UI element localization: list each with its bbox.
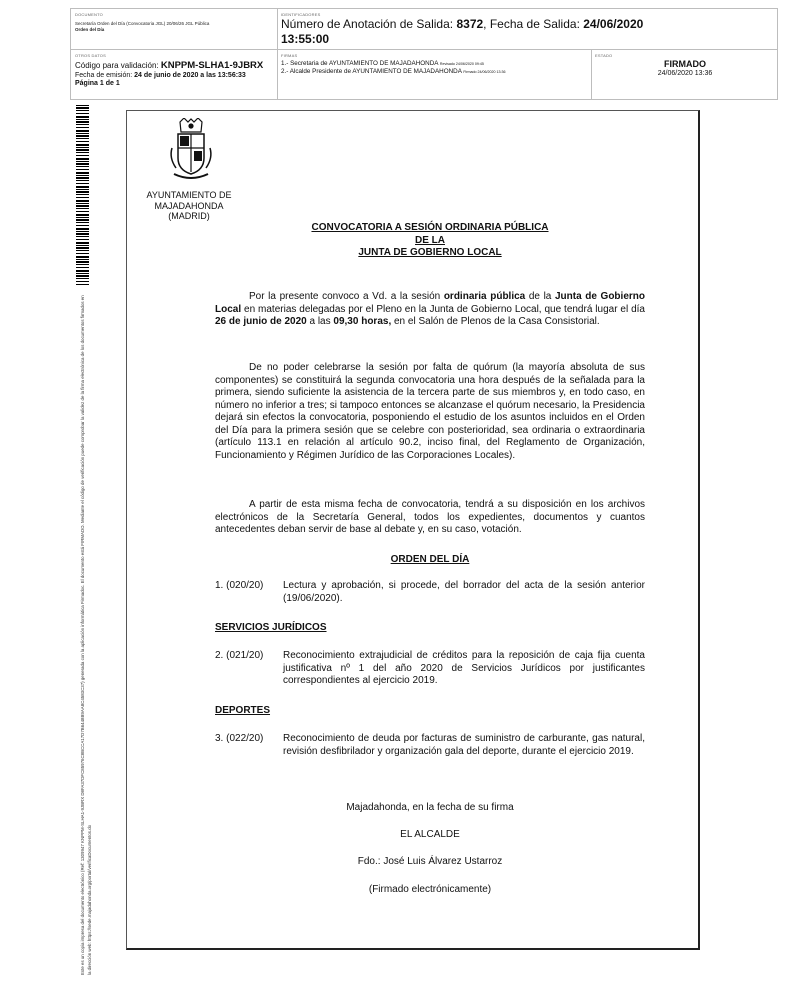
title-line-2: DE LA (415, 234, 445, 246)
ayuntamiento-line-3: (MADRID) (168, 211, 210, 221)
ayuntamiento-line-2: MAJADAHONDA (154, 200, 224, 211)
estado-value: FIRMADO (664, 59, 706, 69)
firma-2-main: 2.- Alcalde Presidente de AYUNTAMIENTO DE MAJADAHONDA (281, 68, 462, 75)
emision-value: 24 de junio de 2020 a las 13:56:33 (134, 71, 246, 79)
anotacion-number: 8372 (456, 17, 484, 31)
codigo-prefix: Código para validación: (75, 61, 159, 70)
paragraph-disposicion: A partir de esta misma fecha de convocatoria, tendrá a su disposición en los archivos electrónicos de la Secretaría General, todos los expedientes, documentos y cuantos antecedentes deban servir de base al debate y, en su caso, votación. (215, 499, 645, 535)
documento-value: Secretaría Orden del Día (Convocatoria JGL) 20/06/26 JGL Pública (75, 21, 210, 26)
firma-2 (281, 68, 587, 76)
item-2-number: 2. (021/20) (215, 650, 264, 661)
firma-2-small: Firmado 24/06/2020 13:36 (463, 70, 506, 74)
closing-cargo: EL ALCALDE (400, 829, 460, 840)
otros-datos-cell (75, 53, 275, 88)
codigo-line (75, 61, 275, 71)
item-3-text: Reconocimiento de deuda por facturas de suministro de carburante, gas natural, revisión desfibrilador y organización gala del deporte, durante el ejercicio 2019. (283, 733, 645, 757)
document-title (212, 222, 648, 260)
firma-1-small: Revisado 24/06/2020 09:45 (439, 62, 484, 66)
firma-1 (281, 60, 587, 68)
emision-prefix: Fecha de emisión: (75, 71, 133, 79)
item-3-number: 3. (022/20) (215, 733, 264, 744)
item-1-number: 1. (020/20) (215, 580, 264, 591)
documento-sub: Orden del Día (75, 27, 105, 32)
estado-cell (595, 53, 775, 78)
closing-lugar: Majadahonda, en la fecha de su firma (346, 802, 514, 813)
emision-line (75, 71, 275, 80)
firma-1-main: 1.- Secretaria de AYUNTAMIENTO DE MAJADAHONDA (281, 60, 439, 67)
documento-label: DOCUMENTO (75, 12, 103, 17)
signature-header-table (70, 8, 778, 100)
ayuntamiento-line-1: AYUNTAMIENTO DE (146, 190, 232, 200)
verification-side-text: Este es un copia impresa del documento electrónico (Ref: 1309947 KNPPM-SLHA1-9JBRX D8FA37DFC85976C8BCCA17D7B6448B9AA8C4583C37) generada con la aplicación informática Firmadoc. El documento está FIRMADO. Mediante el código de verificación puede comprobar la validez de la firma electrónica de los documentos firmados en la dirección web: https://sede.majadahonda.org/portal/verificaDocumentos.do (80, 295, 92, 975)
title-line-1: CONVOCATORIA A SESIÓN ORDINARIA PÚBLICA (311, 222, 549, 233)
orden-del-dia-title: ORDEN DEL DÍA (390, 554, 470, 565)
estado-label: ESTADO (595, 53, 613, 58)
documento-cell (75, 12, 275, 33)
fecha-value: 24/06/2020 (583, 17, 644, 31)
item-2-text: Reconocimiento extrajudicial de créditos para la reposición de caja fija cuenta justificativa nº 1 del año 2020 de Servicios Jurídicos por justificantes correspondientes al ejercicio 2019. (283, 650, 645, 686)
firmas-label: FIRMAS (281, 53, 298, 58)
otros-label: OTROS DATOS (75, 53, 106, 58)
hora-value: 13:55:00 (281, 32, 330, 46)
coat-of-arms-icon (168, 118, 214, 182)
closing-firma: Fdo.: José Luis Álvarez Ustarroz (357, 856, 503, 867)
pagina: Página 1 de 1 (75, 79, 120, 87)
firmas-cell (281, 53, 587, 76)
barcode (76, 105, 89, 285)
anotacion-line (281, 17, 771, 47)
closing-nota: (Firmado electrónicamente) (368, 884, 492, 895)
section-deportes: DEPORTES (215, 705, 271, 716)
paragraph-quorum: De no poder celebrarse la sesión por falta de quórum (la mayoría absoluta de sus componentes) se constituirá la segunda convocatoria una hora después de la señalada para la primera, siendo suficiente la asistencia de la tercera parte de sus miembros y, en todo caso, en número no inferior a tres; si tampoco entonces se alcanzase el quórum necesario, la Presidencia dejará sin efectos la convocatoria, posponiendo el estudio de los asuntos incluidos en el Orden del Día para la primera sesión que se celebre con posterioridad, sea ordinaria o extraordinaria (artículo 113.1 en relación al artículo 90.2, inciso final, del Reglamento de Organización, Funcionamiento y Régimen Jurídico de las Corporaciones Locales). (215, 362, 645, 461)
codigo-value: KNPPM-SLHA1-9JBRX (160, 60, 264, 71)
estado-date: 24/06/2020 13:36 (657, 70, 713, 77)
anotacion-prefix: Número de Anotación de Salida: (281, 17, 454, 31)
item-1-text: Lectura y aprobación, si procede, del borrador del acta de la sesión anterior (19/06/2020). (283, 580, 645, 604)
paragraph-convocatoria: Por la presente convoco a Vd. a la sesión ordinaria pública de la Junta de Gobierno Local en materias delegadas por el Pleno en la Junta de Gobierno Local, que tendrá lugar el día 26 de junio de 2020 a las 09,30 horas, en el Salón de Plenos de la Casa Consistorial. (215, 291, 645, 327)
title-line-3: JUNTA DE GOBIERNO LOCAL (358, 247, 502, 258)
identificadores-cell (281, 12, 771, 47)
ayuntamiento-name (128, 190, 250, 222)
section-servicios-juridicos: SERVICIOS JURÍDICOS (215, 622, 327, 633)
identificadores-label: IDENTIFICADORES (281, 12, 321, 17)
fecha-prefix: , Fecha de Salida: (483, 17, 580, 31)
